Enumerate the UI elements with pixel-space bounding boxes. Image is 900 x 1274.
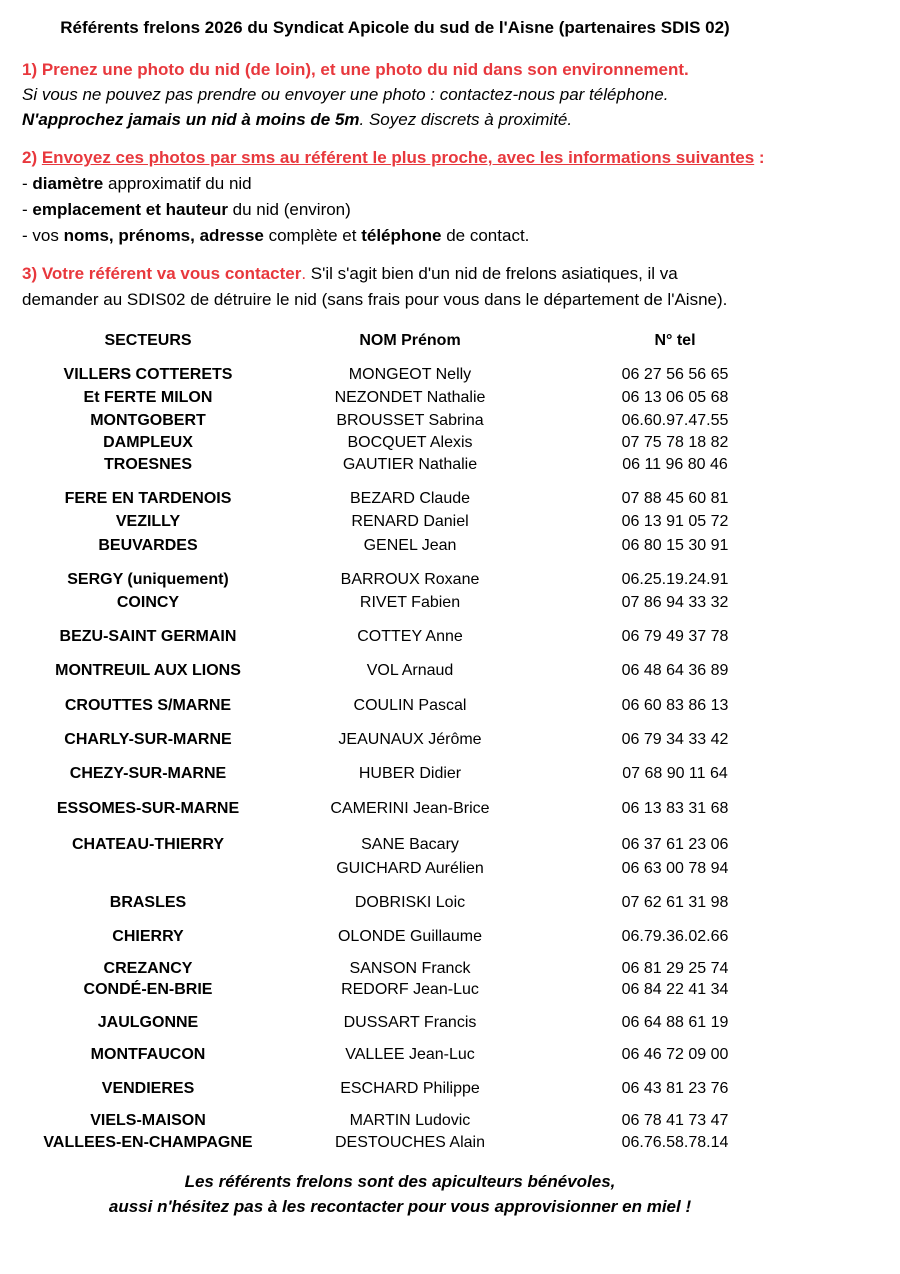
row-phone: 06 13 83 31 68 [621, 800, 729, 817]
bullet-text: complète et [263, 226, 362, 245]
row-phone: 06 80 15 30 91 [621, 537, 729, 554]
step1-warning-rest: . Soyez discrets à proximité. [359, 110, 573, 129]
bullet-text: approximatif du nid [103, 174, 252, 193]
row-name: COTTEY Anne [357, 628, 463, 645]
row-sector: JAULGONNE [97, 1014, 199, 1031]
step2-heading-underlined: Envoyez ces photos par sms au référent le plus proche, avec les informations suivantes [41, 148, 755, 167]
row-name: DUSSART Francis [343, 1014, 477, 1031]
row-sector: BEZU-SAINT GERMAIN [59, 628, 237, 645]
row-sector: DAMPLEUX [103, 434, 193, 451]
row-sector: CONDÉ-EN-BRIE [83, 981, 213, 998]
row-sector: VALLEES-EN-CHAMPAGNE [43, 1134, 253, 1151]
row-sector: Et FERTE MILON [83, 389, 213, 406]
row-phone: 06 79 34 33 42 [621, 731, 729, 748]
row-name: GENEL Jean [363, 537, 457, 554]
row-phone: 06 48 64 36 89 [621, 662, 729, 679]
row-name: MONGEOT Nelly [348, 366, 472, 383]
bullet-bold: emplacement et hauteur [32, 200, 228, 219]
row-sector: TROESNES [103, 456, 192, 473]
bullet-prefix: - [22, 174, 33, 193]
row-name: ESCHARD Philippe [340, 1080, 480, 1097]
step2-bullet-diameter [22, 174, 252, 194]
bullet-prefix: - vos [22, 226, 64, 245]
row-sector: MONTFAUCON [90, 1046, 206, 1063]
step2-num: 2) [22, 148, 42, 167]
row-name: HUBER Didier [358, 765, 462, 782]
step2-bullet-location [22, 200, 351, 220]
row-phone: 06 43 81 23 76 [621, 1080, 729, 1097]
row-sector: CREZANCY [103, 960, 193, 977]
row-name: RIVET Fabien [359, 594, 461, 611]
row-sector: MONTREUIL AUX LIONS [55, 662, 241, 679]
bullet-bold: noms, prénoms, adresse [63, 226, 264, 245]
header-phone: N° tel [654, 332, 696, 349]
step2-heading [22, 148, 765, 168]
row-name: CAMERINI Jean-Brice [330, 800, 490, 817]
step3-rest: S'il s'agit bien d'un nid de frelons asiatiques, il va [306, 264, 678, 283]
step1-note: Si vous ne pouvez pas prendre ou envoyer une photo : contactez-nous par téléphone. [22, 85, 669, 104]
footer-line1: Les référents frelons sont des apiculteurs bénévoles, [184, 1172, 616, 1191]
row-phone: 06 13 91 05 72 [621, 513, 729, 530]
bullet-bold: diamètre [32, 174, 104, 193]
step1-warning [22, 110, 572, 130]
row-sector: VIELS-MAISON [90, 1112, 206, 1129]
step2-heading-end: : [754, 148, 765, 167]
row-name: JEAUNAUX Jérôme [338, 731, 482, 748]
step3-line1 [22, 264, 678, 284]
row-sector: CHIERRY [112, 928, 184, 945]
page-title: Référents frelons 2026 du Syndicat Apicole du sud de l'Aisne (partenaires SDIS 02) [60, 18, 730, 37]
row-phone: 06 13 06 05 68 [621, 389, 729, 406]
row-name: GAUTIER Nathalie [342, 456, 478, 473]
step1-warning-bold: N'approchez jamais un nid à moins de 5m [22, 110, 360, 129]
step2-bullet-contact [22, 226, 529, 246]
row-name: RENARD Daniel [351, 513, 469, 530]
row-phone: 07 86 94 33 32 [621, 594, 729, 611]
row-name: BOCQUET Alexis [347, 434, 473, 451]
step3-dot: . [301, 264, 307, 283]
row-sector: VEZILLY [115, 513, 181, 530]
header-name: NOM Prénom [359, 332, 461, 349]
row-name: OLONDE Guillaume [337, 928, 483, 945]
row-name: SANSON Franck [349, 960, 471, 977]
row-name: BARROUX Roxane [340, 571, 480, 588]
step3-line2: demander au SDIS02 de détruire le nid (sans frais pour vous dans le département de l'Aisne). [22, 290, 728, 309]
row-phone: 06 27 56 56 65 [621, 366, 729, 383]
row-phone: 06 78 41 73 47 [621, 1112, 729, 1129]
row-phone: 06 84 22 41 34 [621, 981, 729, 998]
row-sector: CROUTTES S/MARNE [64, 697, 232, 714]
row-phone: 06 81 29 25 74 [621, 960, 729, 977]
row-phone: 06 11 96 80 46 [622, 456, 728, 473]
row-phone: 06.60.97.47.55 [621, 412, 729, 429]
row-phone: 06 64 88 61 19 [621, 1014, 729, 1031]
row-sector: BEUVARDES [98, 537, 198, 554]
row-name: NEZONDET Nathalie [334, 389, 486, 406]
row-phone: 07 68 90 11 64 [622, 765, 728, 782]
row-phone: 06.76.58.78.14 [621, 1134, 729, 1151]
row-name: DOBRISKI Loic [354, 894, 466, 911]
row-phone: 06 60 83 86 13 [621, 697, 729, 714]
footer-line2: aussi n'hésitez pas à les recontacter pour vous approvisionner en miel ! [108, 1197, 692, 1216]
row-phone: 07 88 45 60 81 [621, 490, 729, 507]
row-name: VALLEE Jean-Luc [345, 1046, 475, 1063]
row-name: BEZARD Claude [349, 490, 471, 507]
row-name: VOL Arnaud [366, 662, 454, 679]
row-sector: VILLERS COTTERETS [63, 366, 233, 383]
bullet-prefix: - [22, 200, 33, 219]
step3-heading: 3) Votre référent va vous contacter [22, 264, 302, 283]
row-sector: CHEZY-SUR-MARNE [69, 765, 227, 782]
row-phone: 06.25.19.24.91 [621, 571, 729, 588]
row-sector: SERGY (uniquement) [67, 571, 229, 588]
row-name: BROUSSET Sabrina [336, 412, 484, 429]
row-phone: 06.79.36.02.66 [621, 928, 729, 945]
row-sector: FERE EN TARDENOIS [64, 490, 232, 507]
bullet-bold: téléphone [361, 226, 442, 245]
bullet-text: du nid (environ) [227, 200, 351, 219]
row-sector: BRASLES [109, 894, 187, 911]
row-name: GUICHARD Aurélien [336, 860, 484, 877]
row-sector: MONTGOBERT [90, 412, 206, 429]
bullet-text: de contact. [441, 226, 530, 245]
row-name: MARTIN Ludovic [349, 1112, 471, 1129]
row-sector: VENDIERES [101, 1080, 195, 1097]
row-phone: 06 37 61 23 06 [621, 836, 729, 853]
row-name: SANE Bacary [361, 836, 459, 853]
row-sector: CHATEAU-THIERRY [72, 836, 224, 853]
row-phone: 07 75 78 18 82 [621, 434, 729, 451]
row-phone: 06 63 00 78 94 [621, 860, 729, 877]
row-sector: COINCY [116, 594, 180, 611]
row-phone: 06 79 49 37 78 [621, 628, 729, 645]
row-phone: 07 62 61 31 98 [621, 894, 729, 911]
row-name: DESTOUCHES Alain [335, 1134, 485, 1151]
header-sectors: SECTEURS [104, 332, 192, 349]
row-phone: 06 46 72 09 00 [621, 1046, 729, 1063]
row-sector: CHARLY-SUR-MARNE [64, 731, 232, 748]
row-sector: ESSOMES-SUR-MARNE [56, 800, 240, 817]
row-name: REDORF Jean-Luc [341, 981, 479, 998]
row-name: COULIN Pascal [353, 697, 467, 714]
step1-heading: 1) Prenez une photo du nid (de loin), et une photo du nid dans son environnement. [22, 60, 689, 79]
